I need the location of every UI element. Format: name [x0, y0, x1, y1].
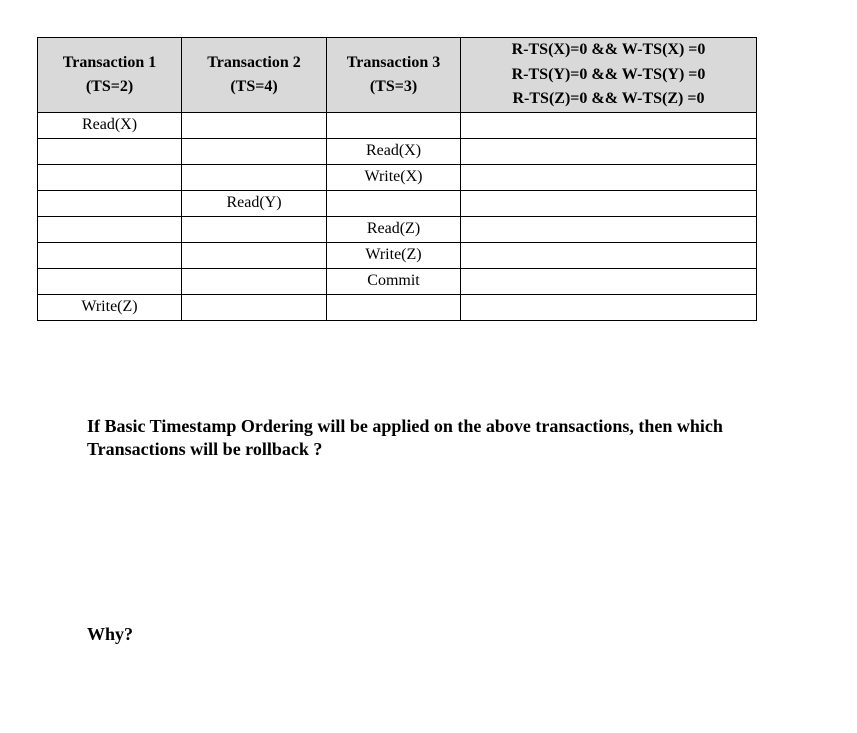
cell-t3: Commit: [327, 268, 461, 294]
cell-t3: [327, 190, 461, 216]
cell-t1: [38, 138, 182, 164]
cell-t3: Write(Z): [327, 242, 461, 268]
cell-t1: [38, 268, 182, 294]
cell-t2: [182, 216, 327, 242]
cell-t2: Read(Y): [182, 190, 327, 216]
cell-t1: [38, 164, 182, 190]
timestamp-y: R-TS(Y)=0 && W-TS(Y) =0: [511, 65, 706, 83]
table-row: [38, 164, 757, 190]
cell-timestamps: [461, 294, 757, 320]
cell-t1: [38, 216, 182, 242]
header-transaction-3: [327, 38, 461, 113]
timestamp-x: R-TS(X)=0 && W-TS(X) =0: [511, 41, 706, 58]
cell-timestamps: [461, 190, 757, 216]
cell-t3: Read(X): [327, 138, 461, 164]
header-transaction-2-ts: (TS=4): [230, 77, 278, 95]
table-row: [38, 112, 757, 138]
header-timestamps: [461, 38, 757, 113]
cell-timestamps: [461, 242, 757, 268]
header-transaction-1-name: Transaction 1: [62, 53, 157, 71]
cell-t1: [38, 190, 182, 216]
cell-t2: [182, 268, 327, 294]
table-row: [38, 294, 757, 320]
cell-t2: [182, 138, 327, 164]
cell-timestamps: [461, 164, 757, 190]
cell-t2: [182, 294, 327, 320]
table-row: [38, 242, 757, 268]
cell-timestamps: [461, 138, 757, 164]
header-transaction-1: [38, 38, 182, 113]
header-transaction-1-ts: (TS=2): [85, 77, 134, 95]
table-row: [38, 268, 757, 294]
question-text: If Basic Timestamp Ordering will be applied on the above transactions, then which Transactions will be rollback ?: [87, 416, 723, 459]
cell-t3: Read(Z): [327, 216, 461, 242]
cell-t1: Write(Z): [38, 294, 182, 320]
header-transaction-2-name: Transaction 2: [207, 53, 301, 71]
header-transaction-2: [182, 38, 327, 113]
cell-t2: [182, 164, 327, 190]
cell-timestamps: [461, 112, 757, 138]
cell-t2: [182, 242, 327, 268]
cell-t1: Read(X): [38, 112, 182, 138]
table-row: [38, 138, 757, 164]
cell-t3: [327, 112, 461, 138]
cell-t3: [327, 294, 461, 320]
cell-t1: [38, 242, 182, 268]
header-row: [38, 38, 757, 113]
table-row: [38, 190, 757, 216]
cell-t3: Write(X): [327, 164, 461, 190]
cell-timestamps: [461, 268, 757, 294]
cell-t2: [182, 112, 327, 138]
table-row: [38, 216, 757, 242]
timestamp-z: R-TS(Z)=0 && W-TS(Z) =0: [512, 90, 705, 107]
header-transaction-3-ts: (TS=3): [369, 77, 418, 95]
cell-timestamps: [461, 216, 757, 242]
transaction-schedule-table: [37, 37, 757, 321]
why-text: Why?: [87, 624, 134, 644]
header-transaction-3-name: Transaction 3: [346, 53, 441, 71]
